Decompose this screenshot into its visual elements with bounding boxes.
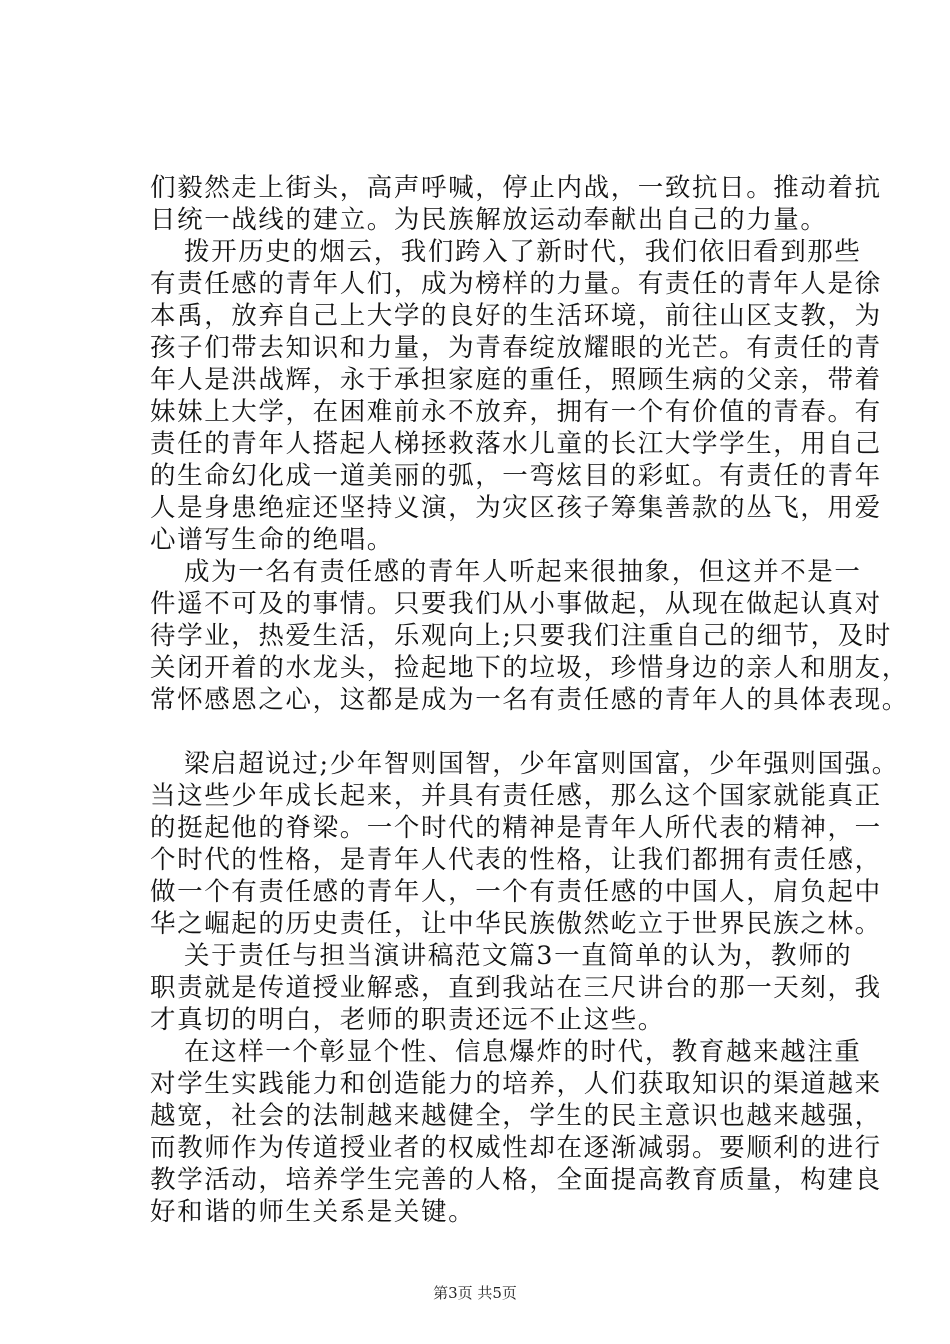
text-line: 好和谐的师生关系是关键。 [150,1197,476,1227]
text-line: 责任的青年人搭起人梯拯救落水儿童的长江大学学生，用自己 [150,429,882,459]
text-line: 妹妹上大学，在困难前永不放弃，拥有一个有价值的青春。有 [150,397,882,427]
text-line: 梁启超说过;少年智则国智，少年富则国富，少年强则国强。 [184,749,899,779]
page-number-footer: 第3页 共5页 [433,1284,517,1302]
text-line: 越宽，社会的法制越来越健全，学生的民主意识也越来越强， [150,1101,882,1131]
text-line: 的生命幻化成一道美丽的弧，一弯炫目的彩虹。有责任的青年 [150,461,882,491]
document-body [150,172,909,1228]
text-line: 在这样一个彰显个性、信息爆炸的时代，教育越来越注重 [184,1037,862,1067]
text-block-top [150,172,909,716]
paragraph-gap [150,716,850,748]
text-line: 成为一名有责任感的青年人听起来很抽象，但这并不是一 [184,557,862,587]
text-line: 做一个有责任感的青年人，一个有责任感的中国人，肩负起中 [150,877,882,907]
text-line: 教学活动，培养学生完善的人格，全面提高教育质量，构建良 [150,1165,882,1195]
text-block-bottom [150,748,899,1228]
text-line: 件遥不可及的事情。只要我们从小事做起，从现在做起认真对 [150,589,882,619]
text-line: 孩子们带去知识和力量，为青春绽放耀眼的光芒。有责任的青 [150,333,882,363]
text-line: 才真切的明白，老师的职责还远不止这些。 [150,1005,665,1035]
text-line: 本禹，放弃自己上大学的良好的生活环境，前往山区支教，为 [150,301,882,331]
text-line: 常怀感恩之心，这都是成为一名有责任感的青年人的具体表现。 [150,685,909,715]
text-line: 华之崛起的历史责任，让中华民族傲然屹立于世界民族之林。 [150,909,882,939]
text-line: 对学生实践能力和创造能力的培养，人们获取知识的渠道越来 [150,1069,882,1099]
text-line: 当这些少年成长起来，并具有责任感，那么这个国家就能真正 [150,781,882,811]
text-line: 拨开历史的烟云，我们跨入了新时代，我们依旧看到那些 [184,237,862,267]
text-line: 的挺起他的脊梁。一个时代的精神是青年人所代表的精神，一 [150,813,882,843]
text-line: 关闭开着的水龙头，捡起地下的垃圾，珍惜身边的亲人和朋友， [150,653,909,683]
text-line: 日统一战线的建立。为民族解放运动奉献出自己的力量。 [150,205,828,235]
text-line: 个时代的性格，是青年人代表的性格，让我们都拥有责任感， [150,845,882,875]
text-line: 待学业，热爱生活，乐观向上;只要我们注重自己的细节，及时 [150,621,892,651]
text-line: 年人是洪战辉，永于承担家庭的重任，照顾生病的父亲，带着 [150,365,882,395]
text-line: 职责就是传道授业解惑，直到我站在三尺讲台的那一天刻，我 [150,973,882,1003]
text-line: 心谱写生命的绝唱。 [150,525,394,555]
text-line: 有责任感的青年人们，成为榜样的力量。有责任的青年人是徐 [150,269,882,299]
text-line: 们毅然走上街头，高声呼喊，停止内战，一致抗日。推动着抗 [150,173,882,203]
text-line: 关于责任与担当演讲稿范文篇3一直简单的认为，教师的 [184,941,853,971]
text-line: 而教师作为传道授业者的权威性却在逐渐减弱。要顺利的进行 [150,1133,882,1163]
text-line: 人是身患绝症还坚持义演，为灾区孩子筹集善款的丛飞，用爱 [150,493,882,523]
